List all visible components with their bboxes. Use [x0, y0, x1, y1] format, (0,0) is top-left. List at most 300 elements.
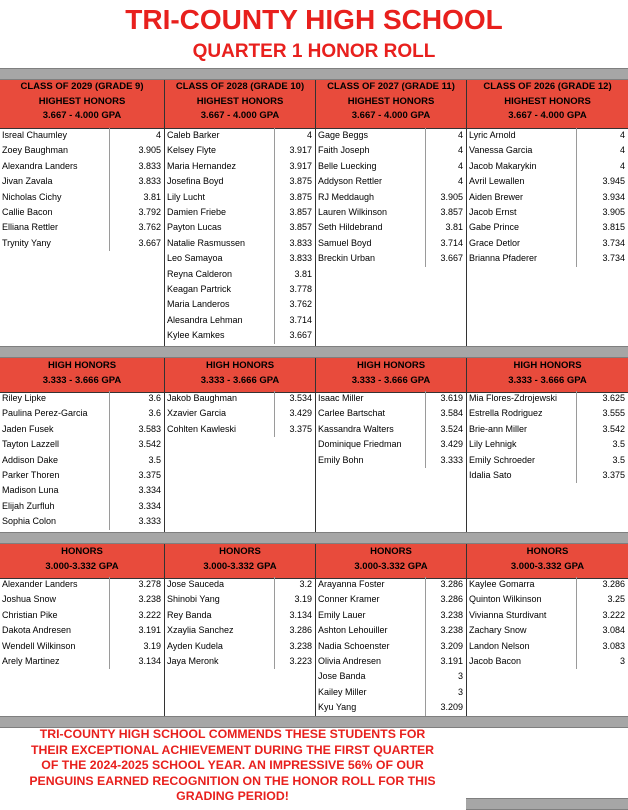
student-row [316, 623, 466, 638]
student-gpa: 3.209 [440, 640, 463, 651]
student-row [165, 174, 315, 189]
student-row [316, 577, 466, 592]
student-name: Tayton Lazzell [2, 439, 60, 450]
student-row [316, 128, 466, 143]
student-row [165, 422, 315, 437]
student-row [467, 236, 628, 251]
student-name: Kaylee Gomarra [469, 579, 535, 589]
column-header [467, 80, 628, 129]
student-name: Keagan Partrick [167, 284, 232, 294]
student-name: Lauren Wilkinson [318, 207, 388, 217]
gpa-range: 3.000-3.332 GPA [45, 560, 119, 572]
column-header [0, 544, 164, 579]
student-row [0, 406, 164, 421]
student-gpa: 3.134 [289, 609, 312, 620]
student-gpa: 3.875 [289, 191, 312, 202]
commendation-line: TRI-COUNTY HIGH SCHOOL COMMENDS THESE STUDENTS FOR [39, 727, 426, 741]
student-name: Elliana Rettler [2, 222, 59, 233]
student-row [0, 391, 164, 406]
student-gpa: 3.792 [138, 207, 161, 217]
student-gpa: 3.238 [138, 594, 161, 605]
divider-bar-corner [466, 798, 628, 810]
student-row [467, 128, 628, 143]
student-name: Isaac Miller [318, 393, 364, 403]
student-gpa: 4 [457, 145, 463, 156]
student-row [0, 499, 164, 514]
student-gpa: 3.238 [440, 609, 463, 620]
student-gpa: 3.6 [148, 408, 161, 419]
student-name: Nadia Schoenster [318, 640, 390, 651]
student-row [467, 639, 628, 654]
commendation-line: PENGUINS EARNED RECOGNITION ON THE HONOR ROLL FOR THIS [29, 773, 436, 788]
column-header [316, 80, 466, 129]
student-gpa: 3.625 [602, 393, 625, 403]
commendation-message [0, 727, 465, 809]
student-name: Damien Friebe [167, 207, 227, 217]
student-name: Wendell Wilkinson [2, 640, 76, 651]
student-gpa: 3.833 [138, 176, 161, 187]
gpa-range: 3.667 - 4.000 GPA [42, 110, 122, 121]
student-row [467, 623, 628, 638]
student-name: Gage Beggs [318, 130, 369, 140]
student-row [467, 190, 628, 205]
divider-bar-lower [0, 532, 628, 544]
student-row [316, 669, 466, 684]
student-gpa: 3.81 [445, 222, 463, 233]
student-name: Jakob Baughman [167, 393, 238, 403]
student-gpa: 3.905 [602, 207, 625, 217]
student-name: Shinobi Yang [167, 594, 220, 605]
student-row [165, 623, 315, 638]
student-name: Dominique Friedman [318, 439, 402, 450]
student-gpa: 3 [457, 686, 463, 697]
gpa-range: 3.333 - 3.666 GPA [42, 374, 122, 386]
class-column [0, 544, 165, 716]
student-gpa: 3.555 [602, 408, 625, 419]
student-row [165, 608, 315, 623]
student-name: Olivia Andresen [318, 656, 382, 666]
student-gpa: 3.584 [440, 408, 463, 419]
student-name: Trynity Yany [2, 237, 51, 248]
student-name: Addyson Rettler [318, 176, 383, 187]
commendation-line: GRADING PERIOD! [176, 789, 289, 803]
class-column [165, 358, 316, 532]
column-header [165, 358, 315, 393]
student-gpa: 3.734 [602, 237, 625, 248]
student-name: Aiden Brewer [469, 191, 524, 202]
student-gpa: 4 [457, 130, 463, 140]
student-row [316, 592, 466, 607]
student-name: Grace Detlor [469, 237, 521, 248]
student-gpa: 3.429 [289, 408, 312, 419]
class-label: CLASS OF 2026 (GRADE 12) [483, 81, 612, 92]
student-row [316, 437, 466, 452]
student-gpa: 4 [619, 130, 625, 140]
student-gpa: 3.81 [143, 191, 161, 202]
student-row [165, 639, 315, 654]
student-gpa: 3.238 [440, 625, 463, 636]
student-name: Arayanna Foster [318, 579, 385, 589]
student-row [467, 577, 628, 592]
student-gpa: 3.334 [138, 485, 161, 496]
student-gpa: 3.815 [602, 222, 625, 233]
student-name: Brie-ann Miller [469, 423, 528, 434]
student-name: Madison Luna [2, 485, 59, 496]
student-name: Callie Bacon [2, 207, 53, 217]
student-row [165, 251, 315, 266]
honor-tier: HONORS [219, 546, 261, 557]
student-gpa: 3.223 [289, 656, 312, 666]
student-row [467, 406, 628, 421]
student-row [165, 654, 315, 669]
student-row [467, 159, 628, 174]
student-row [316, 422, 466, 437]
student-gpa: 3.5 [612, 439, 625, 450]
student-row [316, 700, 466, 715]
honor-tier: HIGHEST HONORS [347, 95, 435, 107]
student-gpa: 3.934 [602, 191, 625, 202]
student-gpa: 3.714 [289, 314, 312, 325]
student-name: Avril Lewallen [469, 176, 525, 187]
student-name: Leo Samayoa [167, 253, 223, 264]
student-gpa: 3.429 [440, 439, 463, 450]
student-row [0, 128, 164, 143]
student-name: Belle Luecking [318, 160, 377, 171]
student-row [0, 159, 164, 174]
student-row [467, 251, 628, 266]
student-gpa: 4 [306, 130, 312, 140]
student-name: Mia Flores-Zdrojewski [469, 393, 558, 403]
student-row [0, 654, 164, 669]
student-row [0, 514, 164, 529]
student-name: Sophia Colon [2, 516, 57, 527]
student-row [165, 592, 315, 607]
student-row [165, 328, 315, 343]
student-name: Dakota Andresen [2, 625, 72, 636]
student-name: Faith Joseph [318, 145, 370, 156]
student-gpa: 3.81 [294, 268, 312, 279]
student-gpa: 3.524 [440, 423, 463, 434]
student-name: Quinton Wilkinson [469, 594, 542, 605]
student-name: Emily Schroeder [469, 454, 536, 465]
student-name: Alexander Landers [2, 579, 78, 589]
gpa-range: 3.000-3.332 GPA [510, 560, 585, 572]
student-name: Vanessa Garcia [469, 145, 533, 156]
student-row [316, 205, 466, 220]
student-gpa: 3.734 [602, 253, 625, 264]
class-column [467, 358, 628, 532]
student-row [316, 251, 466, 266]
honor-roll-subtitle: QUARTER 1 HONOR ROLL [192, 41, 436, 62]
student-gpa: 3.875 [289, 176, 312, 187]
student-row [316, 174, 466, 189]
student-row [467, 592, 628, 607]
student-name: Landon Nelson [469, 640, 530, 651]
student-name: Maria Hernandez [167, 160, 237, 171]
student-gpa: 3 [457, 671, 463, 682]
student-name: Kailey Miller [318, 686, 367, 697]
student-name: Kyu Yang [318, 702, 357, 713]
student-row [0, 174, 164, 189]
student-gpa: 3.278 [138, 579, 161, 589]
student-row [165, 205, 315, 220]
student-gpa: 3.375 [289, 423, 312, 434]
student-name: Zoey Baughman [2, 145, 69, 156]
student-name: Brianna Pfaderer [469, 253, 538, 264]
student-row [0, 220, 164, 235]
student-gpa: 3.762 [289, 299, 312, 310]
student-row [165, 297, 315, 312]
student-name: Ayden Kudela [167, 640, 223, 651]
student-name: Jacob Ernst [469, 207, 517, 217]
gpa-range: 3.333 - 3.666 GPA [508, 374, 587, 386]
student-gpa: 3.534 [289, 393, 312, 403]
student-name: Jivan Zavala [2, 176, 53, 187]
student-gpa: 3.619 [440, 393, 463, 403]
student-name: Elijah Zurfluh [2, 500, 55, 511]
student-gpa: 3.222 [138, 609, 161, 620]
student-gpa: 4 [457, 176, 463, 187]
honor-tier: HIGH HONORS [205, 360, 275, 371]
student-gpa: 3.134 [138, 656, 161, 666]
student-gpa: 3.667 [138, 237, 161, 248]
student-name: Arely Martinez [2, 656, 60, 666]
student-row [467, 422, 628, 437]
student-row [316, 406, 466, 421]
student-name: Zachary Snow [469, 625, 527, 636]
student-row [0, 190, 164, 205]
student-name: Parker Thoren [2, 470, 60, 480]
student-gpa: 3.917 [289, 160, 312, 171]
student-gpa: 3.542 [602, 423, 625, 434]
student-gpa: 4 [155, 130, 161, 140]
student-name: Estrella Rodriguez [469, 408, 543, 419]
gpa-range: 3.667 - 4.000 GPA [351, 110, 431, 121]
student-row [0, 592, 164, 607]
student-name: Emily Bohn [318, 454, 364, 465]
student-gpa: 3.945 [602, 176, 625, 187]
student-row [467, 174, 628, 189]
honor-tier: HONORS [370, 546, 412, 557]
student-row [165, 313, 315, 328]
student-gpa: 3.833 [289, 253, 312, 264]
student-gpa: 3.778 [289, 284, 312, 294]
student-name: Lyric Arnold [469, 130, 516, 140]
student-gpa: 3.762 [138, 222, 161, 233]
student-name: Jaya Meronk [167, 656, 219, 666]
student-gpa: 3.286 [440, 594, 463, 605]
student-gpa: 3.375 [602, 470, 625, 480]
student-row [165, 220, 315, 235]
student-row [467, 608, 628, 623]
student-name: Christian Pike [2, 609, 58, 620]
student-row [0, 236, 164, 251]
student-gpa: 3.833 [138, 160, 161, 171]
student-gpa: 3.6 [148, 393, 161, 403]
class-column [165, 544, 316, 716]
student-gpa: 3.286 [602, 579, 625, 589]
student-row [0, 453, 164, 468]
student-row [0, 468, 164, 483]
student-gpa: 3.222 [602, 609, 625, 620]
student-name: Isreal Chaumley [2, 130, 68, 140]
student-gpa: 3.25 [607, 594, 625, 605]
student-name: Maria Landeros [167, 299, 230, 310]
student-row [316, 654, 466, 669]
student-name: RJ Meddaugh [318, 191, 375, 202]
student-gpa: 3.2 [299, 579, 312, 589]
student-name: Rey Banda [167, 609, 212, 620]
student-gpa: 3.667 [440, 253, 463, 264]
class-label: CLASS OF 2028 (GRADE 10) [175, 81, 305, 92]
student-row [0, 205, 164, 220]
student-row [165, 143, 315, 158]
column-header [467, 358, 628, 393]
student-row [316, 685, 466, 700]
honor-tier: HONORS [61, 546, 103, 557]
student-name: Paulina Perez-Garcia [2, 408, 88, 419]
column-header [165, 80, 315, 129]
student-gpa: 3 [619, 656, 625, 666]
class-label: CLASS OF 2027 (GRADE 11) [327, 81, 455, 92]
student-name: Jaden Fusek [2, 423, 54, 434]
student-name: Reyna Calderon [167, 268, 233, 279]
student-gpa: 3.833 [289, 237, 312, 248]
column-header [165, 544, 315, 579]
student-row [0, 483, 164, 498]
student-gpa: 3.583 [138, 423, 161, 434]
student-row [316, 159, 466, 174]
student-gpa: 3.905 [440, 191, 463, 202]
class-column [316, 358, 467, 532]
student-row [165, 267, 315, 282]
student-gpa: 4 [619, 145, 625, 156]
class-column [0, 358, 165, 532]
student-name: Kassandra Walters [318, 423, 394, 434]
student-gpa: 3.905 [138, 145, 161, 156]
student-row [316, 236, 466, 251]
student-gpa: 3.084 [602, 625, 625, 636]
student-name: Vivianna Sturdivant [469, 609, 547, 620]
student-gpa: 3.333 [440, 454, 463, 465]
honor-tier: HIGH HONORS [356, 360, 426, 371]
student-name: Riley Lipke [2, 393, 47, 403]
student-name: Seth Hildebrand [318, 222, 383, 233]
student-name: Emily Lauer [318, 609, 366, 620]
student-name: Payton Lucas [167, 222, 222, 233]
class-column [467, 80, 628, 346]
student-row [0, 143, 164, 158]
student-name: Natalie Rasmussen [167, 237, 246, 248]
student-row [0, 437, 164, 452]
student-name: Jose Sauceda [167, 579, 225, 589]
student-name: Nicholas Cichy [2, 191, 62, 202]
student-gpa: 3.857 [289, 222, 312, 233]
gpa-range: 3.667 - 4.000 GPA [200, 110, 280, 121]
student-gpa: 3.714 [440, 237, 463, 248]
commendation-line: OF THE 2024-2025 SCHOOL YEAR. AN IMPRESSIVE 56% OF OUR [41, 758, 424, 772]
student-row [0, 623, 164, 638]
student-name: Kylee Kamkes [167, 330, 225, 341]
student-row [165, 159, 315, 174]
student-gpa: 3.857 [440, 207, 463, 217]
gpa-range: 3.333 - 3.666 GPA [200, 374, 280, 386]
student-row [165, 391, 315, 406]
student-name: Joshua Snow [2, 594, 57, 605]
student-name: Ashton Lehouiller [318, 625, 388, 636]
student-row [165, 236, 315, 251]
column-header [0, 358, 164, 393]
student-row [467, 143, 628, 158]
student-row [316, 453, 466, 468]
student-row [316, 190, 466, 205]
student-row [0, 608, 164, 623]
student-row [316, 143, 466, 158]
student-name: Gabe Prince [469, 222, 520, 233]
honor-tier: HIGH HONORS [513, 360, 582, 371]
student-row [467, 468, 628, 483]
student-name: Jacob Makarykin [469, 160, 537, 171]
honor-tier: HIGHEST HONORS [196, 95, 284, 107]
honor-tier: HONORS [526, 546, 569, 557]
student-gpa: 4 [619, 160, 625, 171]
student-gpa: 3.917 [289, 145, 312, 156]
student-gpa: 3.238 [289, 640, 312, 651]
student-row [0, 577, 164, 592]
student-gpa: 3.5 [612, 454, 625, 465]
student-name: Caleb Barker [167, 130, 220, 140]
student-name: Cohlten Kawleski [167, 423, 237, 434]
student-name: Lily Lucht [167, 191, 206, 202]
student-name: Jacob Bacon [469, 656, 522, 666]
class-column [316, 544, 467, 716]
student-gpa: 3.083 [602, 640, 625, 651]
student-gpa: 3.857 [289, 207, 312, 217]
student-gpa: 3.286 [440, 579, 463, 589]
student-row [316, 220, 466, 235]
student-name: Idalia Sato [469, 470, 512, 480]
honor-tier: HIGH HONORS [47, 360, 117, 371]
gpa-range: 3.333 - 3.666 GPA [351, 374, 431, 386]
student-gpa: 3.191 [440, 656, 463, 666]
student-name: Xzavier Garcia [167, 408, 227, 419]
column-header [316, 358, 466, 393]
student-row [165, 190, 315, 205]
student-name: Breckin Urban [318, 253, 376, 264]
student-name: Alexandra Landers [2, 160, 78, 171]
student-name: Carlee Bartschat [318, 408, 386, 419]
student-row [467, 437, 628, 452]
student-row [316, 391, 466, 406]
class-label: CLASS OF 2029 (GRADE 9) [20, 81, 144, 92]
student-name: Josefina Boyd [167, 176, 224, 187]
student-row [0, 639, 164, 654]
student-name: Xzaylia Sanchez [167, 625, 234, 636]
student-row [467, 220, 628, 235]
student-gpa: 3.333 [138, 516, 161, 527]
student-name: Lily Lehnigk [469, 439, 517, 450]
student-gpa: 3.542 [138, 439, 161, 450]
student-gpa: 3.191 [138, 625, 161, 636]
student-name: Jose Banda [318, 671, 366, 682]
class-column [316, 80, 467, 346]
student-name: Alesandra Lehman [167, 314, 243, 325]
student-row [467, 654, 628, 669]
student-gpa: 3.209 [440, 702, 463, 713]
class-column [0, 80, 165, 346]
student-row [467, 453, 628, 468]
commendation-line: THEIR EXCEPTIONAL ACHIEVEMENT DURING THE FIRST QUARTER [30, 742, 435, 757]
